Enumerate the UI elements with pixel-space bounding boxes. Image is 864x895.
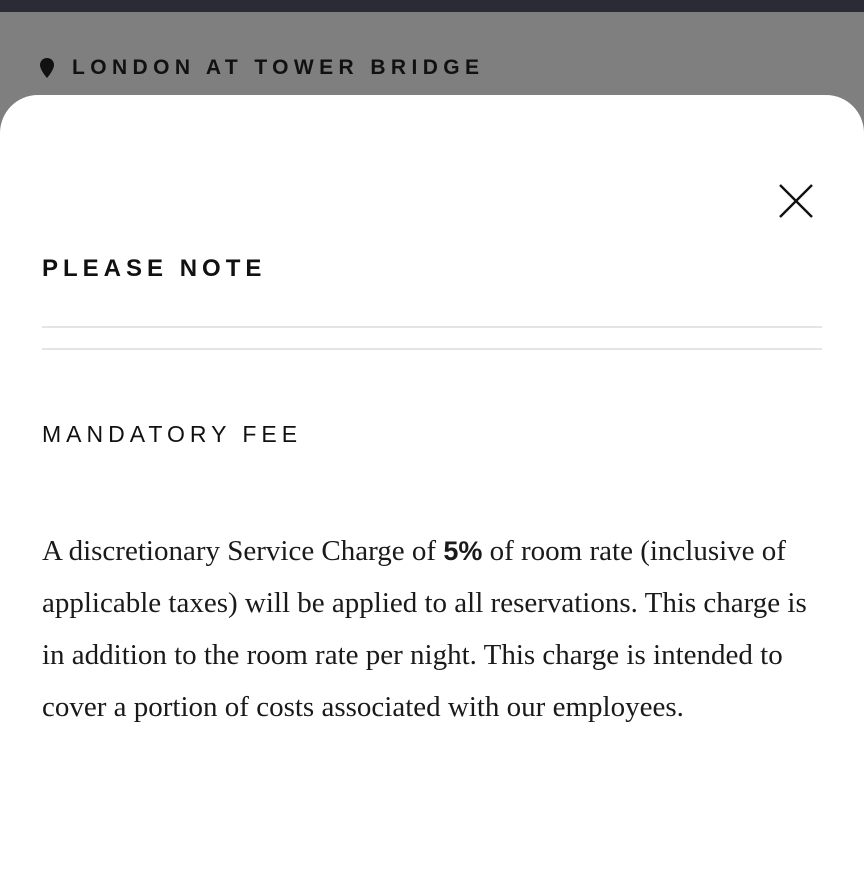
location-name: LONDON AT TOWER BRIDGE <box>72 56 485 79</box>
please-note-modal <box>0 95 864 895</box>
fee-text-start: A discretionary Service Charge of <box>42 535 444 567</box>
status-bar <box>0 0 864 12</box>
fee-description <box>42 525 832 733</box>
location-label <box>40 56 484 80</box>
map-pin-icon <box>40 58 54 78</box>
close-icon[interactable] <box>778 183 814 219</box>
divider <box>42 326 822 328</box>
modal-title: PLEASE NOTE <box>42 255 267 282</box>
close-button[interactable] <box>772 177 820 225</box>
fee-text-end: of room rate (inclusive of applicable taxes) will be applied to all reservations. This charge is in addition to the room rate per night. This charge is intended to cover a portion of costs associated with our employees. <box>42 535 807 723</box>
fee-percentage: 5% <box>443 536 483 566</box>
divider <box>42 348 822 350</box>
section-heading: MANDATORY FEE <box>42 421 303 447</box>
